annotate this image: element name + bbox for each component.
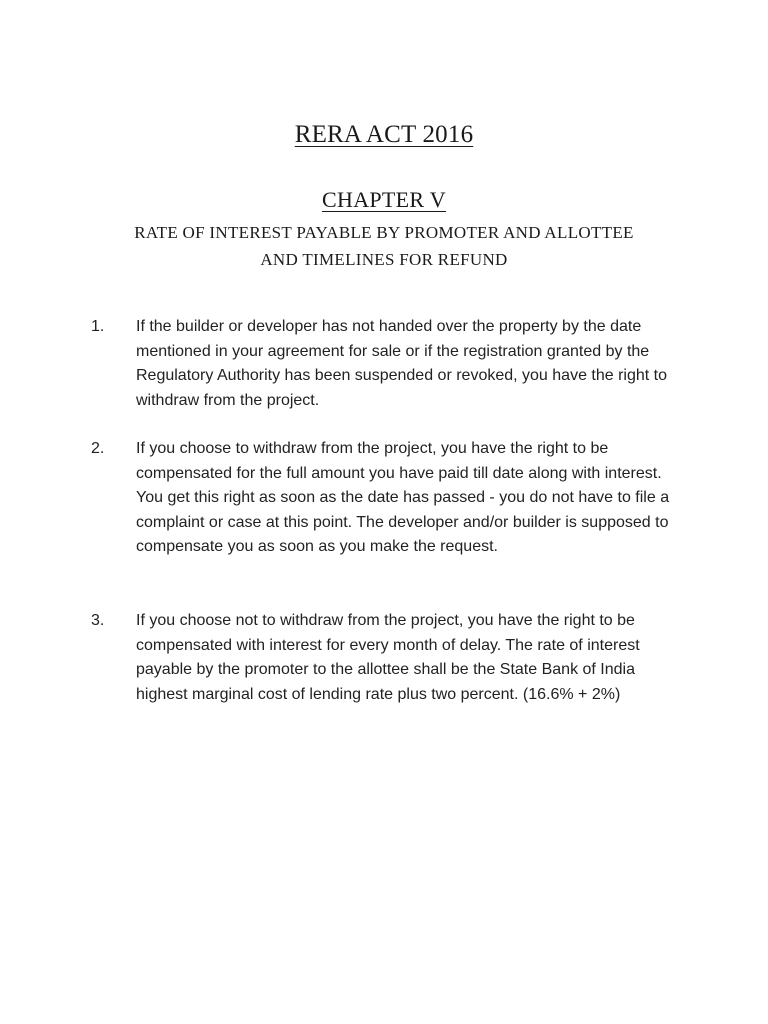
list-item-number: 2. [91,440,105,457]
list-item-text: If you choose not to withdraw from the project, you have the right to be compensated with interest for every month of delay. The rate of interest payable by the promoter to the allottee shall be the State Bank of India highest marginal cost of lending rate plus two percent. (16.6% + 2%) [136,612,640,703]
list-item-number: 3. [91,612,105,629]
subtitle-line-1: RATE OF INTEREST PAYABLE BY PROMOTER AND ALLOTTEE [134,223,634,242]
list-item-text: If the builder or developer has not handed over the property by the date mentioned in your agreement for sale or if the registration granted by the Regulatory Authority has been suspended or revoked, you have the right to withdraw from the project. [136,318,668,409]
document-title: RERA ACT 2016 [294,121,474,148]
chapter-heading: CHAPTER V [322,187,446,212]
list-item-text: If you choose to withdraw from the project, you have the right to be compensated for the full amount you have paid till date along with interest. You get this right as soon as the date has passed - you do not have to file a complaint or case at this point. The developer and/or builder is supposed to compensate you as soon as you make the request. [136,440,670,555]
list-item-number: 1. [91,318,105,335]
subtitle-line-2: AND TIMELINES FOR REFUND [260,250,508,269]
chapter-subtitle [90,219,678,273]
